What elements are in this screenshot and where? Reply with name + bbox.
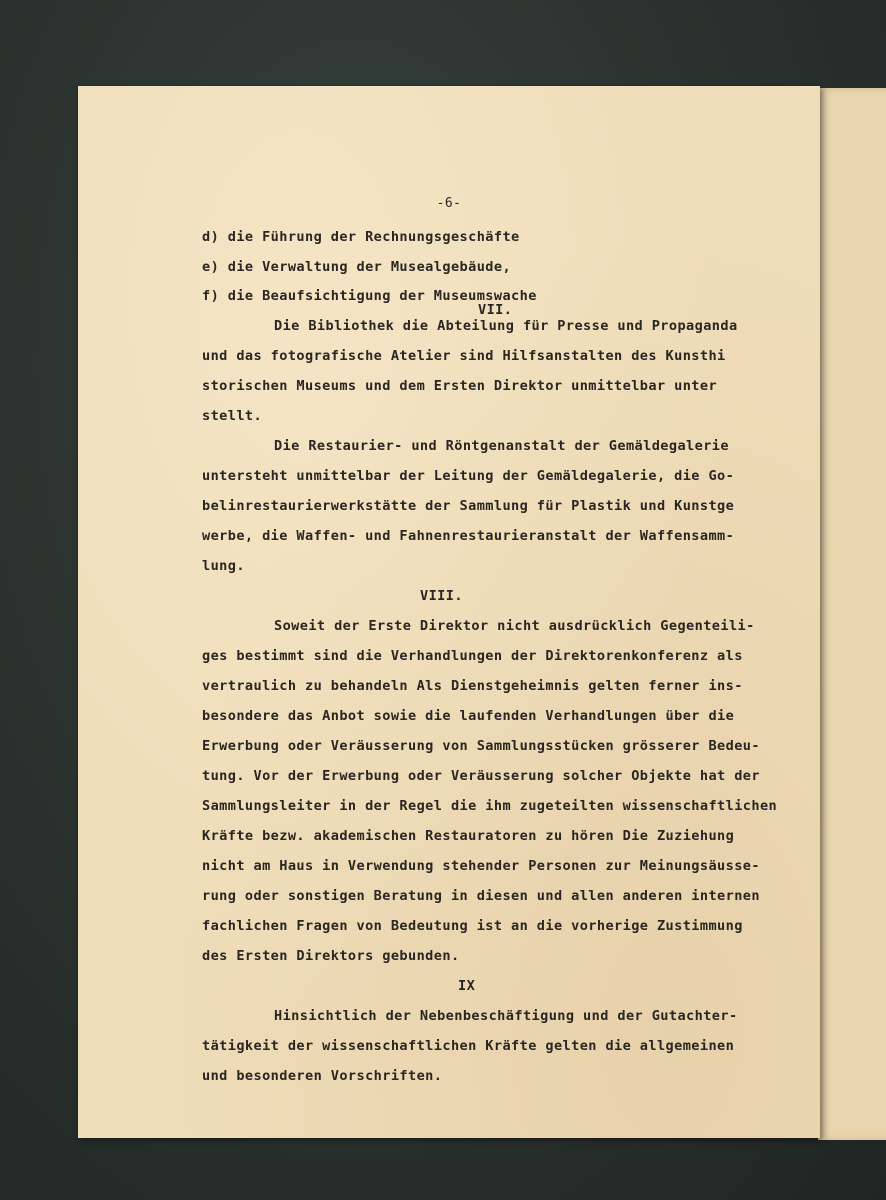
text-line: und besonderen Vorschriften.	[202, 1068, 443, 1084]
text-line: untersteht unmittelbar der Leitung der Gemäldegalerie, die Go-	[202, 468, 735, 484]
text-line: werbe, die Waffen- und Fahnenrestaurieranstalt der Waffensamm-	[202, 528, 735, 544]
text-line: und das fotografische Atelier sind Hilfsanstalten des Kunsthi	[202, 348, 726, 364]
text-line: besondere das Anbot sowie die laufenden Verhandlungen über die	[202, 708, 735, 724]
text-line: Sammlungsleiter in der Regel die ihm zugeteilten wissenschaftlichen	[202, 798, 778, 814]
text-line: tätigkeit der wissenschaftlichen Kräfte gelten die allgemeinen	[202, 1038, 735, 1054]
text-line: storischen Museums und dem Ersten Direktor unmittelbar unter	[202, 378, 718, 394]
text-line: Kräfte bezw. akademischen Restauratoren zu hören Die Zuziehung	[202, 828, 735, 844]
text-line: Erwerbung oder Veräusserung von Sammlungsstücken grösserer Bedeu-	[202, 738, 760, 754]
text-line: vertraulich zu behandeln Als Dienstgeheimnis gelten ferner ins-	[202, 678, 743, 694]
page-number: -6-	[436, 196, 462, 211]
text-line: f) die Beaufsichtigung der Museumswache	[202, 288, 537, 304]
text-line: e) die Verwaltung der Musealgebäude,	[202, 259, 512, 275]
text-line: belinrestaurierwerkstätte der Sammlung für Plastik und Kunstge	[202, 498, 735, 514]
text-line: des Ersten Direktors gebunden.	[202, 948, 460, 964]
text-line: ges bestimmt sind die Verhandlungen der Direktorenkonferenz als	[202, 648, 743, 664]
section-heading-viii: VIII.	[420, 588, 463, 604]
text-line: Hinsichtlich der Nebenbeschäftigung und der Gutachter-	[274, 1008, 738, 1024]
text-line: Die Restaurier- und Röntgenanstalt der Gemäldegalerie	[274, 438, 729, 454]
next-page-edge	[818, 88, 886, 1140]
text-line: fachlichen Fragen von Bedeutung ist an die vorherige Zustimmung	[202, 918, 743, 934]
text-line: d) die Führung der Rechnungsgeschäfte	[202, 229, 520, 245]
text-line: nicht am Haus in Verwendung stehender Personen zur Meinungsäusse-	[202, 858, 760, 874]
text-line: stellt.	[202, 408, 263, 424]
text-line: Soweit der Erste Direktor nicht ausdrücklich Gegenteili-	[274, 618, 755, 634]
text-line: Die Bibliothek die Abteilung für Presse und Propaganda	[274, 318, 738, 334]
section-heading-ix: IX	[458, 978, 476, 994]
section-heading-vii: VII.	[478, 302, 513, 318]
text-line: lung.	[202, 558, 245, 574]
text-line: rung oder sonstigen Beratung in diesen und allen anderen internen	[202, 888, 760, 904]
text-line: tung. Vor der Erwerbung oder Veräusserung solcher Objekte hat der	[202, 768, 760, 784]
typed-document-page	[78, 86, 820, 1138]
